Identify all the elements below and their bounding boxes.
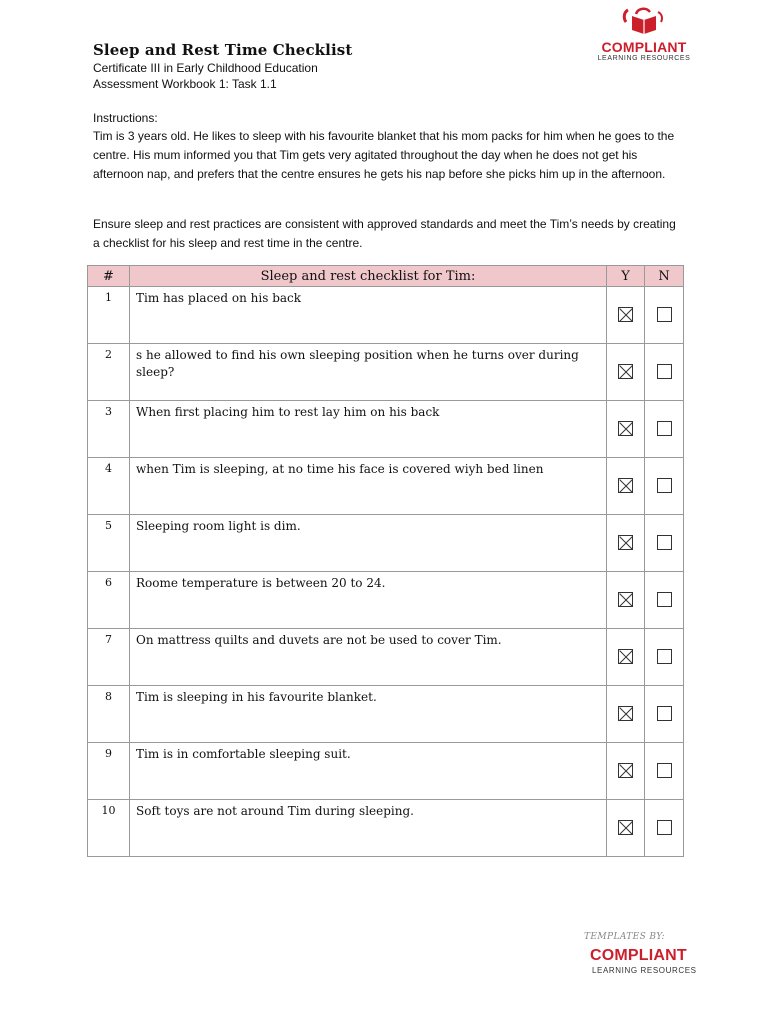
footer-wordmark: COMPLIANT xyxy=(590,947,687,964)
checklist-header-row xyxy=(88,266,684,287)
checklist-row xyxy=(88,800,684,857)
no-checkbox[interactable] xyxy=(657,763,672,778)
no-cell xyxy=(645,686,684,743)
no-checkbox[interactable] xyxy=(657,706,672,721)
yes-checkbox[interactable] xyxy=(618,649,633,664)
no-cell xyxy=(645,800,684,857)
yes-cell xyxy=(607,800,645,857)
row-number: 5 xyxy=(88,515,130,572)
checklist-item-text: When first placing him to rest lay him on his back xyxy=(130,401,607,458)
no-cell xyxy=(645,287,684,344)
no-cell xyxy=(645,515,684,572)
no-cell xyxy=(645,401,684,458)
yes-checkbox[interactable] xyxy=(618,763,633,778)
checklist-item-text: On mattress quilts and duvets are not be used to cover Tim. xyxy=(130,629,607,686)
course-subtitle: Certificate III in Early Childhood Education xyxy=(93,61,318,75)
row-number: 8 xyxy=(88,686,130,743)
task-paragraph: Ensure sleep and rest practices are consistent with approved standards and meet the Tim’s needs by creating a checklist for his sleep and rest time in the centre. xyxy=(93,217,676,250)
instructions-heading: Instructions: xyxy=(93,111,158,125)
book-logo-icon xyxy=(620,6,668,36)
column-header-yes: Y xyxy=(607,266,645,287)
yes-checkbox[interactable] xyxy=(618,535,633,550)
checklist-table xyxy=(87,265,684,857)
no-cell xyxy=(645,572,684,629)
checklist-item-text: s he allowed to find his own sleeping position when he turns over during sleep? xyxy=(130,344,607,401)
workbook-subtitle: Assessment Workbook 1: Task 1.1 xyxy=(93,77,277,91)
yes-cell xyxy=(607,458,645,515)
checklist-item-text: Sleeping room light is dim. xyxy=(130,515,607,572)
row-number: 2 xyxy=(88,344,130,401)
yes-checkbox[interactable] xyxy=(618,421,633,436)
no-cell xyxy=(645,743,684,800)
yes-cell xyxy=(607,686,645,743)
yes-checkbox[interactable] xyxy=(618,478,633,493)
no-checkbox[interactable] xyxy=(657,820,672,835)
no-checkbox[interactable] xyxy=(657,592,672,607)
checklist-item-text: Tim is in comfortable sleeping suit. xyxy=(130,743,607,800)
yes-checkbox[interactable] xyxy=(618,820,633,835)
checklist-item-text: Soft toys are not around Tim during sleeping. xyxy=(130,800,607,857)
no-cell xyxy=(645,629,684,686)
checklist-item-text: Roome temperature is between 20 to 24. xyxy=(130,572,607,629)
no-checkbox[interactable] xyxy=(657,307,672,322)
checklist-item-text: Tim is sleeping in his favourite blanket. xyxy=(130,686,607,743)
yes-checkbox[interactable] xyxy=(618,307,633,322)
checklist-item-text: when Tim is sleeping, at no time his face is covered wiyh bed linen xyxy=(130,458,607,515)
row-number: 4 xyxy=(88,458,130,515)
yes-checkbox[interactable] xyxy=(618,364,633,379)
checklist-row xyxy=(88,686,684,743)
row-number: 7 xyxy=(88,629,130,686)
checklist-row xyxy=(88,401,684,458)
checklist-row xyxy=(88,344,684,401)
checklist-row xyxy=(88,572,684,629)
checklist-row xyxy=(88,287,684,344)
no-checkbox[interactable] xyxy=(657,535,672,550)
yes-checkbox[interactable] xyxy=(618,592,633,607)
checklist-row xyxy=(88,629,684,686)
instructions-paragraph: Tim is 3 years old. He likes to sleep with his favourite blanket that his mom packs for him when he goes to the centre. His mum informed you that Tim gets very agitated throughout the day when he does not get his afternoon nap, and prefers that the centre ensures he gets his nap before she picks him up in the afternoon. xyxy=(93,129,675,181)
footer-logo xyxy=(580,932,710,977)
document-title: Sleep and Rest Time Checklist xyxy=(93,41,353,59)
no-cell xyxy=(645,344,684,401)
row-number: 6 xyxy=(88,572,130,629)
column-header-item: Sleep and rest checklist for Tim: xyxy=(130,266,607,287)
checklist-row xyxy=(88,458,684,515)
no-checkbox[interactable] xyxy=(657,478,672,493)
checklist-row xyxy=(88,515,684,572)
footer-tagline: LEARNING RESOURCES xyxy=(592,966,697,975)
column-header-no: N xyxy=(645,266,684,287)
row-number: 3 xyxy=(88,401,130,458)
row-number: 10 xyxy=(88,800,130,857)
yes-cell xyxy=(607,629,645,686)
yes-cell xyxy=(607,401,645,458)
row-number: 1 xyxy=(88,287,130,344)
logo-wordmark: COMPLIANT xyxy=(601,39,687,55)
compliant-logo xyxy=(592,6,696,62)
yes-cell xyxy=(607,287,645,344)
column-header-number: # xyxy=(88,266,130,287)
templates-by-label: TEMPLATES BY: xyxy=(584,932,665,942)
yes-cell xyxy=(607,743,645,800)
row-number: 9 xyxy=(88,743,130,800)
no-checkbox[interactable] xyxy=(657,421,672,436)
yes-cell xyxy=(607,572,645,629)
checklist-item-text: Tim has placed on his back xyxy=(130,287,607,344)
checklist-row xyxy=(88,743,684,800)
yes-cell xyxy=(607,515,645,572)
no-checkbox[interactable] xyxy=(657,364,672,379)
no-cell xyxy=(645,458,684,515)
logo-tagline: LEARNING RESOURCES xyxy=(597,55,691,62)
no-checkbox[interactable] xyxy=(657,649,672,664)
yes-cell xyxy=(607,344,645,401)
yes-checkbox[interactable] xyxy=(618,706,633,721)
